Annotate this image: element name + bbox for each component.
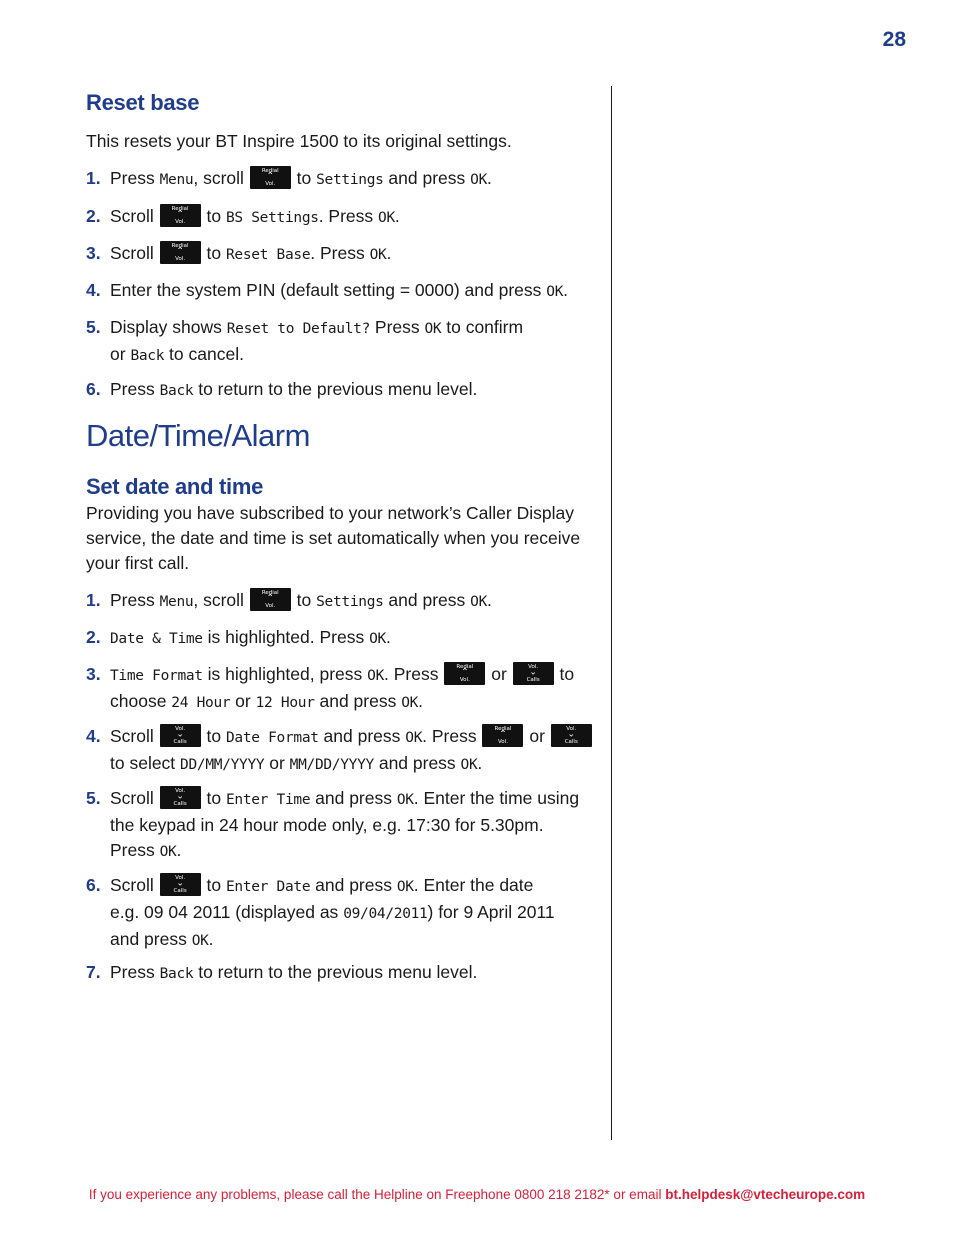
- redial-up-key-icon: Redial ⌃ Vol.: [444, 662, 485, 685]
- set-date-time-heading: Set date and time: [86, 474, 264, 499]
- reset-base-intro: This resets your BT Inspire 1500 to its original settings.: [86, 131, 512, 151]
- calls-down-key-icon: Vol. ⌄ Calls: [160, 724, 201, 747]
- helpline-footer: [0, 1187, 954, 1202]
- calls-down-key-icon: Vol. ⌄ Calls: [551, 724, 592, 747]
- column-divider: [611, 86, 612, 1140]
- page-number: 28: [882, 28, 906, 51]
- calls-down-key-icon: Vol. ⌄ Calls: [513, 662, 554, 685]
- footer-text: If you experience any problems, please call the Helpline on Freephone 0800 218 2182* or email: [88, 1187, 666, 1202]
- redial-up-key-icon: Redial ⌃ Vol.: [250, 166, 291, 189]
- date-time-alarm-heading: Date/Time/Alarm: [86, 418, 310, 453]
- redial-up-key-icon: Redial ⌃ Vol.: [160, 204, 201, 227]
- helpdesk-email-link[interactable]: bt.helpdesk@vtecheurope.com: [665, 1187, 866, 1202]
- redial-up-key-icon: Redial ⌃ Vol.: [482, 724, 523, 747]
- calls-down-key-icon: Vol. ⌄ Calls: [160, 786, 201, 809]
- set-date-time-intro: Providing you have subscribed to your network’s Caller Display service, the date and time is set automatically when you receive your first call.: [86, 503, 581, 573]
- redial-up-key-icon: Redial ⌃ Vol.: [160, 241, 201, 264]
- redial-up-key-icon: Redial ⌃ Vol.: [250, 588, 291, 611]
- calls-down-key-icon: Vol. ⌄ Calls: [160, 873, 201, 896]
- reset-base-heading: Reset base: [86, 90, 200, 115]
